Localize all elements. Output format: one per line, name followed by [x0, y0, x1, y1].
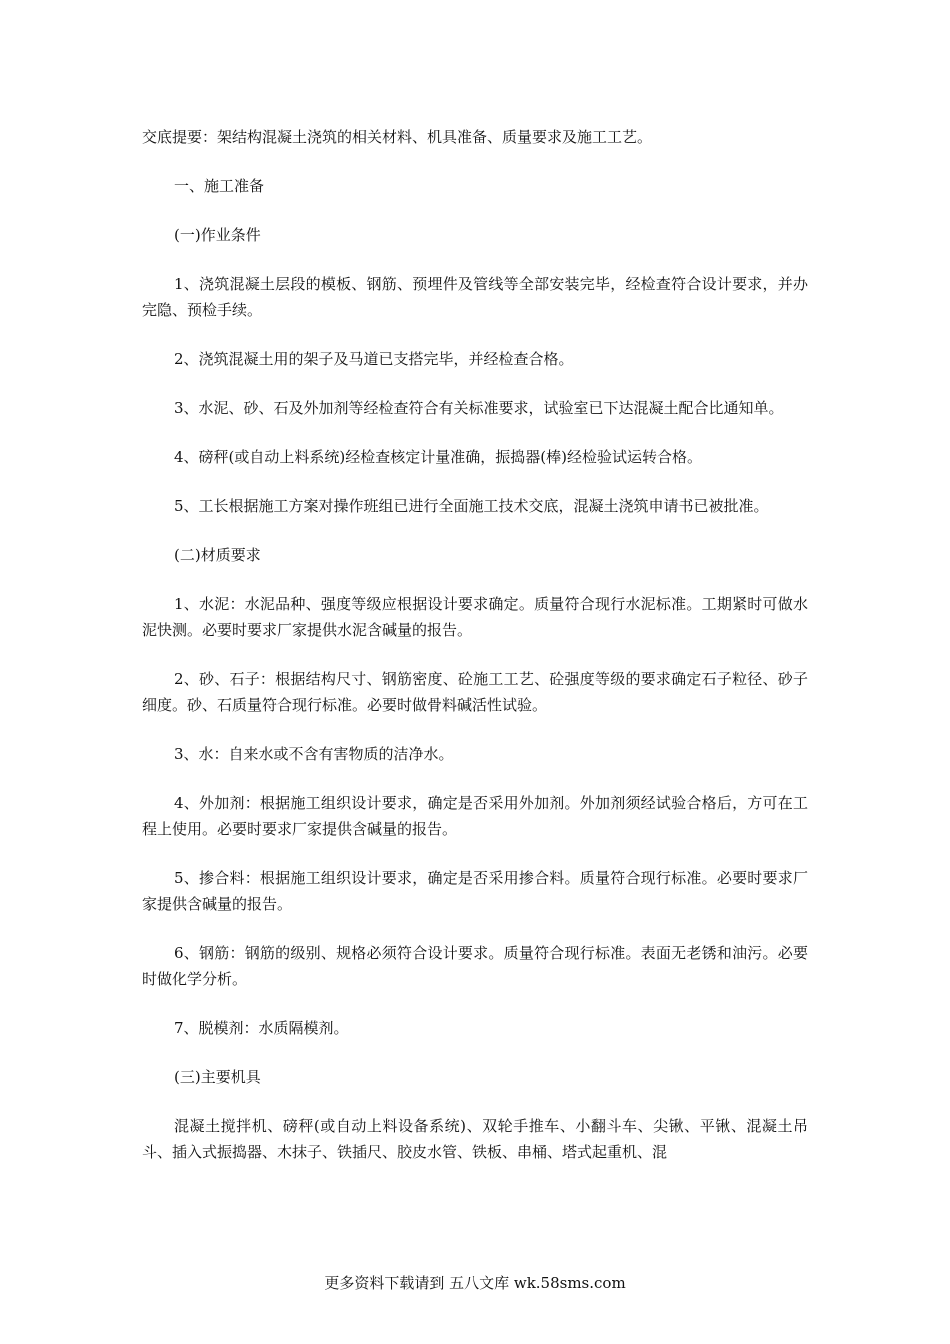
subsection-heading-conditions: (一)作业条件	[174, 226, 261, 244]
material-item-cement: 1、水泥：水泥品种、强度等级应根据设计要求确定。质量符合现行水泥标准。工期紧时可做水泥快测。必要时要求厂家提供水泥含碱量的报告。	[142, 595, 808, 639]
condition-item-4: 4、磅秤(或自动上料系统)经检查核定计量准确，振捣器(棒)经检验试运转合格。	[174, 448, 702, 466]
material-item-admixture: 4、外加剂：根据施工组织设计要求，确定是否采用外加剂。外加剂须经试验合格后，方可在工程上使用。必要时要求厂家提供含碱量的报告。	[142, 794, 808, 838]
summary-paragraph: 交底提要：架结构混凝土浇筑的相关材料、机具准备、质量要求及施工工艺。	[142, 128, 653, 146]
condition-item-3: 3、水泥、砂、石及外加剂等经检查符合有关标准要求，试验室已下达混凝土配合比通知单。	[174, 399, 784, 417]
condition-item-2: 2、浇筑混凝土用的架子及马道已支搭完毕，并经检查合格。	[174, 350, 574, 368]
material-item-water: 3、水：自来水或不含有害物质的洁净水。	[174, 745, 454, 763]
material-item-aggregate: 2、砂、石子：根据结构尺寸、钢筋密度、砼施工工艺、砼强度等级的要求确定石子粒径、砂子细度。砂、石质量符合现行标准。必要时做骨料碱活性试验。	[142, 670, 808, 714]
subsection-heading-equipment: (三)主要机具	[174, 1068, 261, 1086]
equipment-list-paragraph: 混凝土搅拌机、磅秤(或自动上料设备系统)、双轮手推车、小翻斗车、尖锹、平锹、混凝土吊斗、插入式振捣器、木抹子、铁插尺、胶皮水管、铁板、串桶、塔式起重机、混	[142, 1117, 808, 1161]
condition-item-1: 1、浇筑混凝土层段的模板、钢筋、预埋件及管线等全部安装完毕，经检查符合设计要求，并办完隐、预检手续。	[142, 275, 808, 319]
section-heading-preparation: 一、施工准备	[174, 177, 265, 195]
material-item-steel: 6、钢筋：钢筋的级别、规格必须符合设计要求。质量符合现行标准。表面无老锈和油污。必要时做化学分析。	[142, 944, 808, 988]
condition-item-5: 5、工长根据施工方案对操作班组已进行全面施工技术交底，混凝土浇筑申请书已被批准。	[174, 497, 769, 515]
document-body	[142, 124, 808, 1165]
footer-download-link[interactable]: 更多资料下载请到 五八文库 wk.58sms.com	[324, 1274, 626, 1292]
material-item-mineral-admixture: 5、掺合料：根据施工组织设计要求，确定是否采用掺合料。质量符合现行标准。必要时要求厂家提供含碱量的报告。	[142, 869, 808, 913]
subsection-heading-materials: (二)材质要求	[174, 546, 261, 564]
material-item-release-agent: 7、脱模剂：水质隔模剂。	[174, 1019, 349, 1037]
